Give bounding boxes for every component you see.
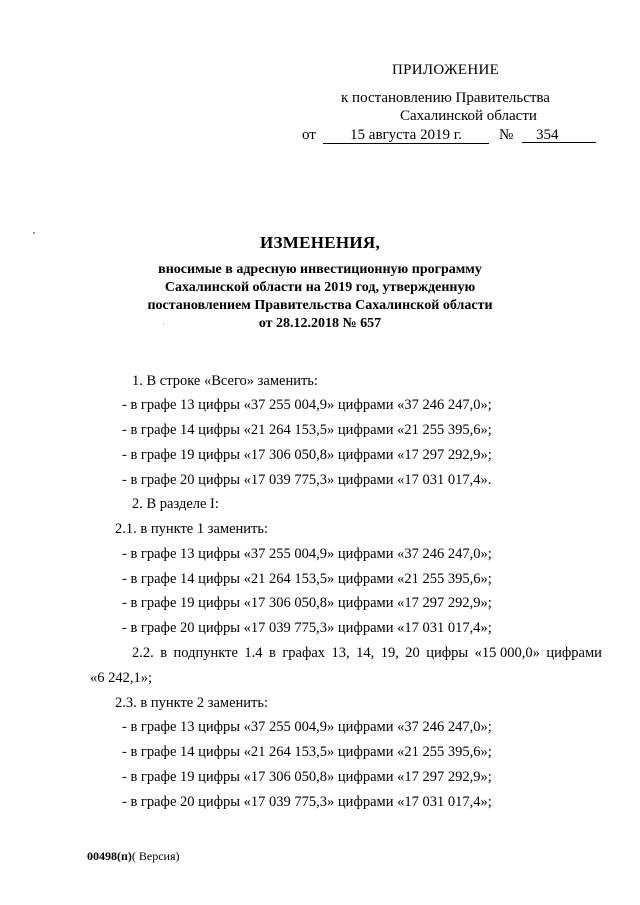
body-line: - в графе 19 цифры «17 306 050,8» цифрами «17 297 292,9»;: [122, 769, 492, 785]
document-title: ИЗМЕНЕНИЯ,: [259, 233, 381, 252]
footer-version: ( Версия): [131, 849, 180, 863]
body-line: - в графе 13 цифры «37 255 004,9» цифрами «37 246 247,0»;: [122, 719, 492, 735]
document-subtitle-line: Сахалинской области на 2019 год, утвержденную: [164, 280, 476, 295]
appendix-region-line: Сахалинской области: [400, 108, 537, 124]
body-line: - в графе 14 цифры «21 264 153,5» цифрами «21 255 395,6»;: [122, 422, 492, 438]
body-line: - в графе 20 цифры «17 039 775,3» цифрами «17 031 017,4»;: [122, 794, 492, 810]
body-line: 1. В строке «Всего» заменить:: [132, 373, 318, 389]
footer-code-bold: 00498(п): [87, 849, 132, 863]
body-line: - в графе 13 цифры «37 255 004,9» цифрами «37 246 247,0»;: [122, 546, 492, 562]
body-word: 2.2.: [132, 645, 154, 661]
body-line-item-2-2: [132, 645, 602, 662]
body-word: цифрами: [546, 645, 602, 661]
body-word: в: [268, 645, 276, 661]
footer-code: [87, 849, 180, 864]
body-line: - в графе 20 цифры «17 039 775,3» цифрами «17 031 017,4»;: [122, 620, 492, 636]
body-word: 19,: [380, 645, 399, 661]
body-word: в: [160, 645, 168, 661]
document-subtitle-line: постановлением Правительства Сахалинской области: [147, 298, 493, 313]
document-subtitle-line: вносимые в адресную инвестиционную программу: [158, 262, 482, 277]
appendix-title: ПРИЛОЖЕНИЕ: [392, 62, 500, 78]
body-line: - в графе 13 цифры «37 255 004,9» цифрами «37 246 247,0»;: [122, 397, 492, 413]
body-word: 14,: [356, 645, 375, 661]
body-word: графах: [282, 645, 326, 661]
body-word: 1.4: [244, 645, 263, 661]
body-line: - в графе 20 цифры «17 039 775,3» цифрами «17 031 017,4».: [122, 472, 492, 488]
body-line: 2. В разделе I:: [132, 496, 219, 512]
appendix-number-label: №: [499, 127, 514, 143]
body-word: подпункте: [173, 645, 238, 661]
appendix-number: 354: [522, 127, 596, 143]
appendix-from-label: от: [302, 127, 316, 143]
body-line: - в графе 14 цифры «21 264 153,5» цифрами «21 255 395,6»;: [122, 744, 492, 760]
body-line: 2.3. в пункте 2 заменить:: [115, 695, 269, 711]
appendix-resolution-line: к постановлению Правительства: [341, 90, 550, 106]
body-word: 13,: [331, 645, 350, 661]
body-word: «15 000,0»: [474, 645, 540, 661]
body-line: - в графе 19 цифры «17 306 050,8» цифрами «17 297 292,9»;: [122, 595, 492, 611]
appendix-date: 15 августа 2019 г.: [323, 127, 489, 144]
document-subtitle-line: от 28.12.2018 № 657: [258, 316, 382, 331]
body-line: - в графе 14 цифры «21 264 153,5» цифрами «21 255 395,6»;: [122, 571, 492, 587]
body-word: цифры: [426, 645, 469, 661]
body-line: 2.1. в пункте 1 заменить:: [115, 521, 269, 537]
body-word: 20: [405, 645, 420, 661]
body-line: - в графе 19 цифры «17 306 050,8» цифрами «17 297 292,9»;: [122, 447, 492, 463]
body-line-continuation: «6 242,1»;: [90, 670, 153, 686]
